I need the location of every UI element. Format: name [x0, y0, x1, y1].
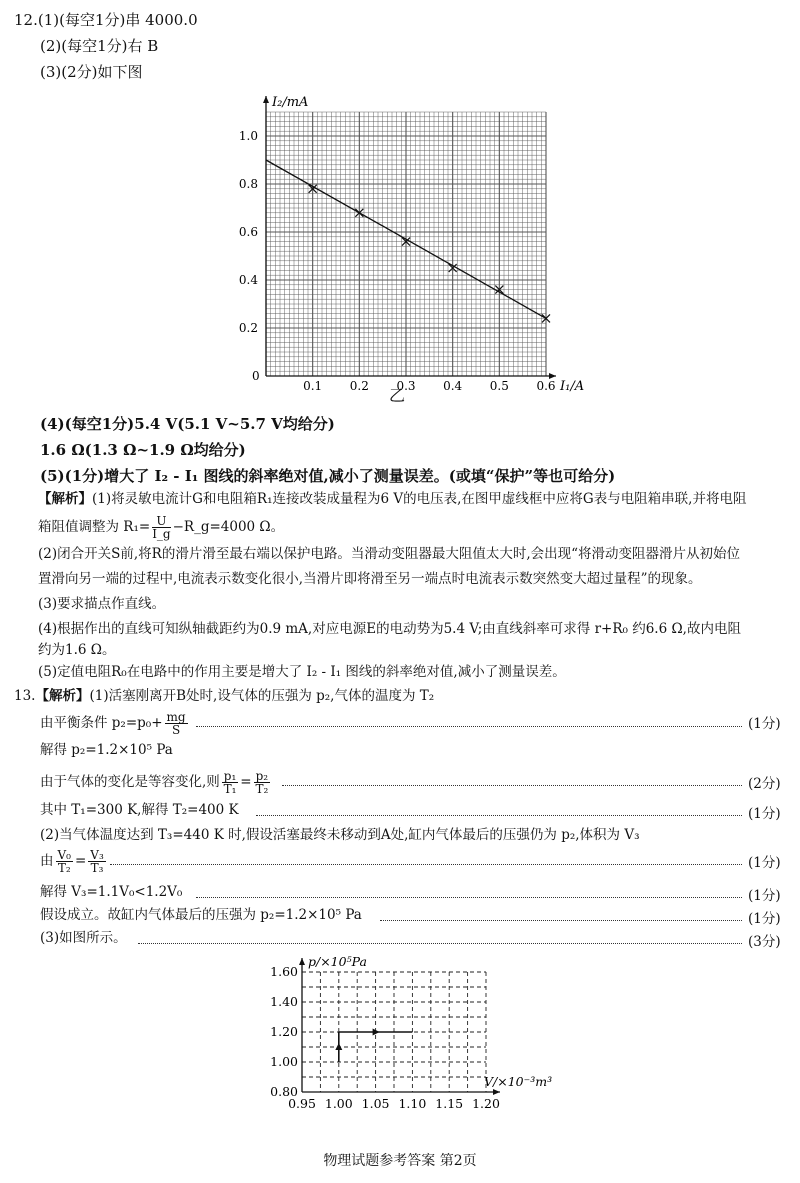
y-axis-arrow — [263, 96, 269, 103]
formula-suffix: −R_g=4000 Ω。 — [172, 519, 285, 535]
y-axis-arrow — [299, 958, 305, 965]
q12-answer-1: (1)(每空1分)串 4000.0 — [37, 11, 198, 29]
fraction — [254, 770, 271, 795]
fraction-den: T₂ — [255, 782, 269, 796]
y-tick-label: 0.4 — [238, 273, 258, 287]
fraction — [152, 515, 170, 540]
x-tick-label: 0.6 — [536, 379, 556, 393]
q12-answer-2: (2)(每空1分)右 B — [40, 37, 159, 55]
analysis-label: 【解析】 — [35, 688, 90, 704]
x-tick-label: 0.4 — [443, 379, 463, 393]
q12-analysis-4b: 约为1.6 Ω。 — [38, 642, 116, 658]
leader-dots — [196, 726, 742, 727]
q13-number: 13. — [14, 688, 36, 704]
leader-dots — [138, 943, 742, 944]
fraction-den: I_g — [152, 527, 171, 541]
fraction-num: V₀ — [57, 848, 71, 862]
graph-caption: 乙 — [389, 386, 406, 405]
x-tick-label: 1.00 — [324, 1096, 353, 1111]
x-tick-label: 1.20 — [472, 1096, 500, 1111]
x-tick-label: 0.1 — [303, 379, 323, 393]
fraction-den: T₁ — [223, 782, 237, 796]
q13-analysis-2: (2)当气体温度达到 T₃=440 K 时,假设活塞最终未移动到A处,缸内气体最后的压强仍为 p₂,体积为 V₃ — [40, 827, 640, 843]
q13-conclusion: 假设成立。故缸内气体最后的压强为 p₂=1.2×10⁵ Pa — [40, 907, 362, 923]
fraction-den: T₃ — [90, 861, 104, 875]
q13-result-v3: 解得 V₃=1.1V₀<1.2V₀ — [40, 884, 183, 900]
y-tick-label: 1.00 — [270, 1054, 298, 1069]
q12-analysis-2b: 置滑向另一端的过程中,电流表示数变化很小,当滑片即将滑至另一端点时电流表示数突然变大超过量程”的现象。 — [38, 571, 702, 587]
fraction — [222, 770, 239, 795]
score-mark: (1分) — [748, 855, 781, 871]
fraction-num: V₃ — [90, 848, 104, 862]
i2-i1-graph — [225, 88, 585, 418]
leader-dots — [282, 785, 742, 786]
q12-analysis-3: (3)要求描点作直线。 — [38, 596, 166, 612]
q12-answer-4b: 1.6 Ω(1.3 Ω~1.9 Ω均给分) — [40, 441, 246, 459]
leader-dots — [110, 864, 742, 865]
q13-result-t2: 其中 T₁=300 K,解得 T₂=400 K — [40, 802, 239, 818]
fraction-den: T₂ — [57, 861, 71, 875]
q12-analysis-4: (4)根据作出的直线可知纵轴截距约为0.9 mA,对应电源E的电动势为5.4 V;由直线斜率可求得 r+R₀ 约6.6 Ω,故内电阻 — [38, 621, 741, 637]
y-tick-label: 0.80 — [270, 1084, 298, 1099]
y-tick-label: 0.6 — [238, 225, 258, 239]
q13-line1 — [14, 687, 434, 706]
q12-analysis-1 — [38, 490, 746, 509]
formula-prefix: 箱阻值调整为 R₁= — [38, 519, 151, 535]
x-tick-label: 1.10 — [398, 1096, 427, 1111]
x-tick-label: 0.2 — [349, 379, 369, 393]
q13-analysis-1: (1)活塞刚离开B处时,设气体的压强为 p₂,气体的温度为 T₂ — [89, 688, 435, 704]
q12-line1 — [14, 10, 198, 30]
leader-dots — [380, 920, 742, 921]
score-mark: (1分) — [748, 716, 781, 732]
q12-answer-5: (5)(1分)增大了 I₂ - I₁ 图线的斜率绝对值,减小了测量误差。(或填“保护”等也可给分) — [40, 467, 616, 485]
q13-eq-volume — [40, 849, 108, 874]
equals-sign: = — [240, 774, 252, 790]
fraction-num: mg — [166, 710, 186, 724]
x-tick-label: 0.5 — [489, 379, 509, 393]
q12-analysis-5: (5)定值电阻R₀在电路中的作用主要是增大了 I₂ - I₁ 图线的斜率绝对值,减小了测量误差。 — [38, 664, 566, 680]
x-tick-label: 1.15 — [435, 1096, 464, 1111]
q13-result-p2: 解得 p₂=1.2×10⁵ Pa — [40, 742, 173, 758]
y-axis-label: I₂/mA — [272, 95, 309, 110]
fraction-num: p₁ — [223, 769, 237, 783]
q13-eq-isochoric — [40, 770, 272, 795]
p-v-graph — [255, 950, 575, 1120]
leader-dots — [196, 897, 742, 898]
y-tick-label: 1.20 — [270, 1024, 298, 1039]
fraction — [165, 711, 188, 736]
x-tick-label: 0.3 — [396, 379, 416, 393]
formula-prefix: 由平衡条件 p₂=p₀+ — [40, 715, 163, 731]
analysis-text: (1)将灵敏电流计G和电阻箱R₁连接改装成量程为6 V的电压表,在图甲虚线框中应将G表与电阻箱串联,并将电阻 — [92, 491, 747, 507]
q12-analysis-2: (2)闭合开关S前,将R的滑片滑至最右端以保护电路。当滑动变阻器最大阻值太大时,会出现“将滑动变阻器滑片从初始位 — [38, 546, 741, 562]
y-axis-label: p/×10⁵Pa — [308, 954, 367, 969]
score-mark: (1分) — [748, 888, 781, 904]
q12-number: 12. — [14, 11, 38, 29]
q13-analysis-3: (3)如图所示。 — [40, 930, 127, 946]
fraction-num: p₂ — [255, 769, 269, 783]
q12-answer-3: (3)(2分)如下图 — [40, 63, 143, 81]
x-axis-label: I₁/A — [560, 379, 585, 394]
x-axis-arrow — [493, 1089, 500, 1095]
fraction — [56, 849, 73, 874]
equals-sign: = — [74, 853, 87, 869]
q12-answer-4: (4)(每空1分)5.4 V(5.1 V~5.7 V均给分) — [40, 415, 335, 433]
x-axis-label: V/×10⁻³m³ — [484, 1074, 553, 1089]
leader-dots — [256, 815, 742, 816]
formula-prefix: 由 — [40, 853, 54, 869]
direction-arrow-isobaric — [373, 1029, 380, 1036]
origin-label: 0 — [252, 369, 260, 383]
y-tick-label: 0.2 — [238, 321, 258, 335]
fraction-den: S — [171, 723, 181, 737]
x-tick-label: 0.95 — [288, 1096, 316, 1111]
formula-prefix: 由于气体的变化是等容变化,则 — [40, 774, 220, 790]
fraction — [88, 849, 105, 874]
score-mark: (1分) — [748, 911, 781, 927]
direction-arrow-isochoric — [335, 1043, 342, 1050]
score-mark: (1分) — [748, 806, 781, 822]
y-tick-label: 1.0 — [238, 129, 258, 143]
y-tick-label: 1.60 — [270, 964, 298, 979]
page-footer: 物理试题参考答案 第2页 — [323, 1153, 477, 1169]
y-tick-label: 1.40 — [270, 994, 298, 1009]
score-mark: (2分) — [748, 776, 781, 792]
x-tick-label: 1.05 — [361, 1096, 390, 1111]
q13-eq-balance — [40, 711, 190, 736]
analysis-label: 【解析】 — [38, 491, 92, 507]
q12-analysis-1b — [38, 515, 284, 540]
fraction-num: U — [152, 515, 170, 528]
score-mark: (3分) — [748, 934, 781, 950]
y-tick-label: 0.8 — [238, 177, 258, 191]
